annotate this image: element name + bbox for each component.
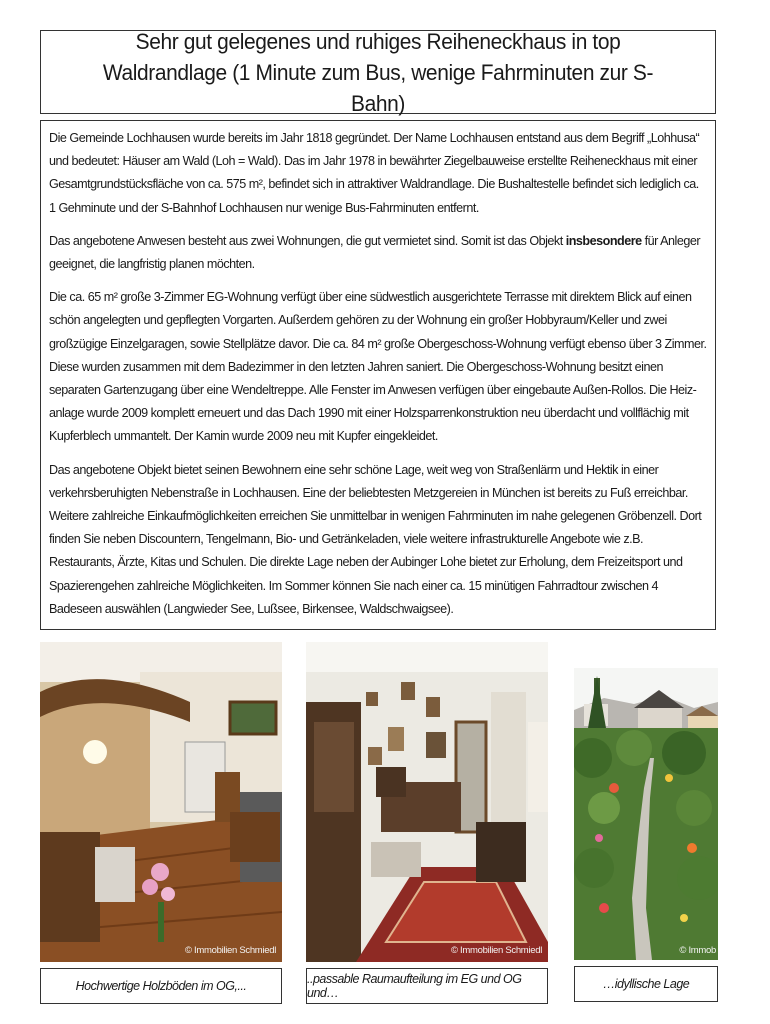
living-room-illustration	[40, 642, 282, 962]
paragraph-apartments: Die ca. 65 m² große 3-Zimmer EG-Wohnung verfügt über eine südwestlich ausgerichtete Terrasse mit direktem Blick auf einen schön angelegten und gepflegten Vorgarten. Außerdem gehören zu der Wohnung ein großer Hobbyraum/Keller und zwei großzügige Einzelgaragen, sowie Stellplätze davor. Die ca. 84 m² große Obergeschoss-Wohnung verfügt ebenso über 3 Zimmer. Diese wurden zusammen mit dem Badezimmer in den letzten Jahren saniert. Die Obergeschoss-Wohnung besitzt einen separaten Gartenzugang über eine Wendeltreppe. Alle Fenster im Anwesen verfügen über eingebaute Außen-Rollos. Die Heiz-anlage wurde 2009 komplett erneuert und das Dach 1990 mit einer Holzsparrenkonstruktion neu überdacht und vollflächig mit Kupferblech ummantelt. Der Kamin wurde 2009 neu mit Kupfer eingekleidet.	[49, 290, 707, 444]
copyright-watermark: © Immob	[679, 945, 716, 956]
description-box	[40, 120, 716, 630]
emphasis-insbesondere: insbesondere	[565, 233, 642, 248]
title-box	[40, 30, 716, 114]
copyright-watermark: © Immobilien Schmiedl	[451, 945, 542, 956]
caption-text: Hochwertige Holzböden im OG,...	[75, 979, 247, 993]
paragraph-investment: Das angebotene Anwesen besteht aus zwei Wohnungen, die gut vermietet sind. Somit ist das Objekt insbesondere für Anleger geeignet, die langfristig planen möchten.	[49, 233, 701, 272]
caption-text: …idyllische Lage	[602, 977, 690, 991]
caption-room-layout	[306, 968, 548, 1004]
caption-idyllic-location	[574, 966, 718, 1002]
copyright-watermark: © Immobilien Schmiedl	[185, 945, 276, 956]
document-title: Sehr gut gelegenes und ruhiges Reiheneckhaus in top Waldrandlage (1 Minute zum Bus, wenige Fahrminuten zur S-Bahn)	[102, 28, 654, 116]
garden-illustration	[574, 668, 718, 960]
caption-text: ..passable Raumaufteilung im EG und OG und…	[307, 972, 522, 1000]
photo-garden	[574, 668, 718, 960]
caption-wood-floors	[40, 968, 282, 1004]
photo-room-layout	[306, 642, 548, 962]
paragraph-history: Die Gemeinde Lochhausen wurde bereits im Jahr 1818 gegründet. Der Name Lochhausen entstand aus dem Begriff „Lohhusa“ und bedeutet: Häuser am Wald (Loh = Wald). Das im Jahr 1978 in bewährter Ziegelbauweise erstellte Reiheneckhaus mit einer Gesamtgrundstücksfläche von ca. 575 m², befindet sich in attraktiver Waldrandlage. Die Bushaltestelle befindet sich lediglich ca. 1 Gehminute und der S-Bahnhof Lochhausen nur wenige Bus-Fahrminuten entfernt.	[49, 131, 700, 215]
photo-living-room	[40, 642, 282, 962]
paragraph-location: Das angebotene Objekt bietet seinen Bewohnern eine sehr schöne Lage, weit weg von Straßenlärm und Hektik in einer verkehrsberuhigten Nebenstraße in Lochhausen. Eine der beliebtesten Metzgereien in München ist bereits zu Fuß erreichbar. Weitere zahlreiche Einkaufmöglichkeiten erreichen Sie unmittelbar in wenigen Fahrminuten im nahe gelegenen Gröbenzell. Dort finden Sie neben Discountern, Tengelmann, Bio- und Getränkeladen, viele weitere infrastrukturelle Angebote wie z.B. Restaurants, Ärzte, Kitas und Schulen. Die direkte Lage neben der Aubinger Lohe bietet zur Erholung, dem Freizeitsport und Spazierengehen zahlreiche Möglichkeiten. Im Sommer können Sie nach einer ca. 15 minütigen Fahrradtour zwischen 4 Badeseen auswählen (Langwieder See, Lußsee, Birkensee, Waldschwaigsee).	[49, 462, 702, 616]
room-layout-illustration	[306, 642, 548, 962]
